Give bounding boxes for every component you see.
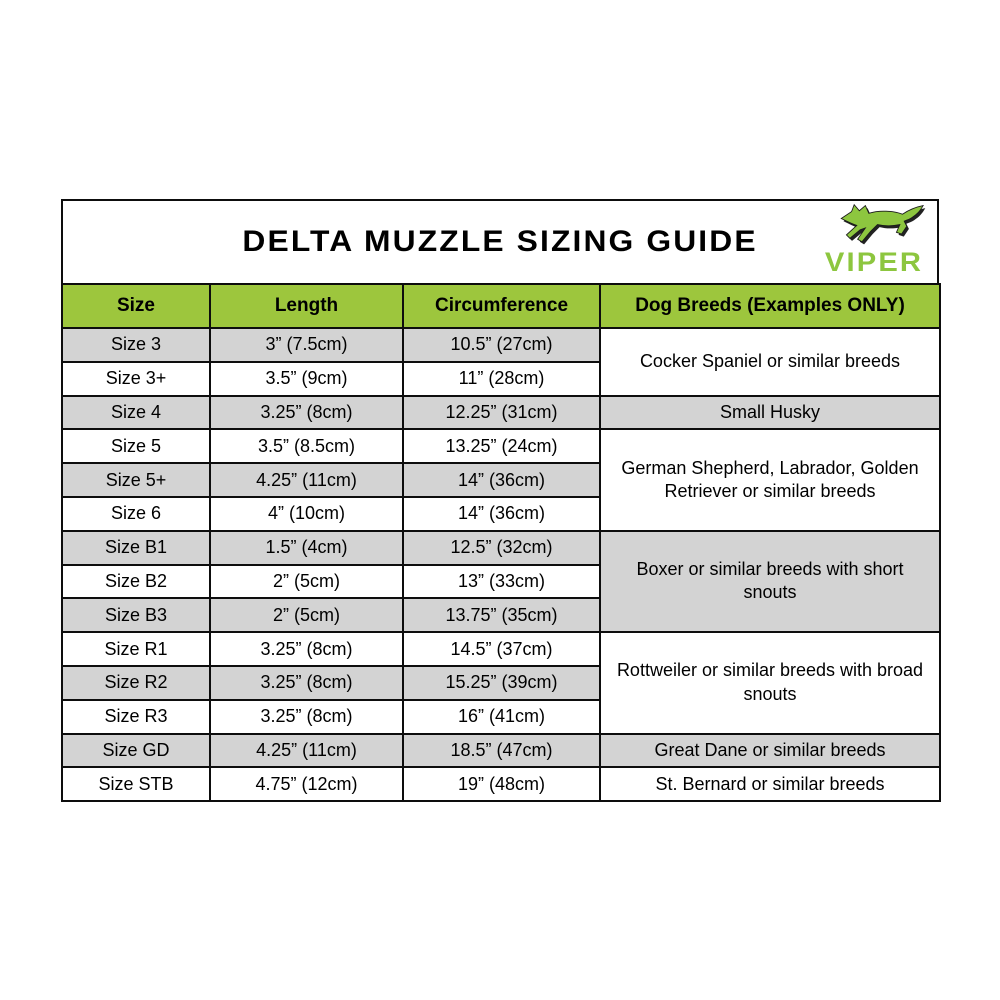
size-cell: Size 4 <box>62 396 210 430</box>
size-cell: Size R3 <box>62 700 210 734</box>
length-cell: 2” (5cm) <box>210 598 403 632</box>
col-header-size: Size <box>62 284 210 328</box>
table-row <box>62 734 940 768</box>
size-cell: Size B2 <box>62 565 210 599</box>
circumference-cell: 19” (48cm) <box>403 767 600 801</box>
length-cell: 3.25” (8cm) <box>210 700 403 734</box>
size-cell: Size 6 <box>62 497 210 531</box>
breed-cell: German Shepherd, Labrador, Golden Retriever or similar breeds <box>600 429 940 530</box>
viper-logo <box>815 203 933 281</box>
length-cell: 3” (7.5cm) <box>210 328 403 362</box>
length-cell: 3.25” (8cm) <box>210 396 403 430</box>
col-header-circumference: Circumference <box>403 284 600 328</box>
size-cell: Size R2 <box>62 666 210 700</box>
length-cell: 4.25” (11cm) <box>210 734 403 768</box>
length-cell: 4.75” (12cm) <box>210 767 403 801</box>
circumference-cell: 14” (36cm) <box>403 497 600 531</box>
circumference-cell: 18.5” (47cm) <box>403 734 600 768</box>
size-cell: Size B3 <box>62 598 210 632</box>
circumference-cell: 14” (36cm) <box>403 463 600 497</box>
length-cell: 3.5” (9cm) <box>210 362 403 396</box>
circumference-cell: 13.75” (35cm) <box>403 598 600 632</box>
circumference-cell: 14.5” (37cm) <box>403 632 600 666</box>
circumference-cell: 10.5” (27cm) <box>403 328 600 362</box>
breed-cell: Cocker Spaniel or similar breeds <box>600 328 940 396</box>
circumference-cell: 12.25” (31cm) <box>403 396 600 430</box>
leaping-dog-icon <box>822 203 926 253</box>
circumference-cell: 13.25” (24cm) <box>403 429 600 463</box>
circumference-cell: 13” (33cm) <box>403 565 600 599</box>
title-box <box>61 199 939 283</box>
table-row <box>62 632 940 666</box>
circumference-cell: 15.25” (39cm) <box>403 666 600 700</box>
size-cell: Size 5 <box>62 429 210 463</box>
header-row <box>62 284 940 328</box>
circumference-cell: 11” (28cm) <box>403 362 600 396</box>
length-cell: 4” (10cm) <box>210 497 403 531</box>
breed-cell: Small Husky <box>600 396 940 430</box>
viper-wordmark: VIPER <box>824 247 924 277</box>
size-cell: Size B1 <box>62 531 210 565</box>
size-cell: Size 3 <box>62 328 210 362</box>
size-cell: Size 3+ <box>62 362 210 396</box>
length-cell: 1.5” (4cm) <box>210 531 403 565</box>
size-cell: Size 5+ <box>62 463 210 497</box>
table-row <box>62 531 940 565</box>
col-header-length: Length <box>210 284 403 328</box>
breed-cell: Rottweiler or similar breeds with broad snouts <box>600 632 940 733</box>
table-row <box>62 328 940 362</box>
breed-cell: Boxer or similar breeds with short snouts <box>600 531 940 632</box>
circumference-cell: 16” (41cm) <box>403 700 600 734</box>
size-cell: Size GD <box>62 734 210 768</box>
length-cell: 3.25” (8cm) <box>210 666 403 700</box>
breed-cell: St. Bernard or similar breeds <box>600 767 940 801</box>
length-cell: 2” (5cm) <box>210 565 403 599</box>
sizing-table <box>61 283 941 802</box>
length-cell: 3.25” (8cm) <box>210 632 403 666</box>
size-cell: Size R1 <box>62 632 210 666</box>
size-cell: Size STB <box>62 767 210 801</box>
length-cell: 3.5” (8.5cm) <box>210 429 403 463</box>
table-row <box>62 396 940 430</box>
circumference-cell: 12.5” (32cm) <box>403 531 600 565</box>
col-header-breeds: Dog Breeds (Examples ONLY) <box>600 284 940 328</box>
table-row <box>62 429 940 463</box>
page-title: DELTA MUZZLE SIZING GUIDE <box>242 225 758 258</box>
length-cell: 4.25” (11cm) <box>210 463 403 497</box>
table-row <box>62 767 940 801</box>
breed-cell: Great Dane or similar breeds <box>600 734 940 768</box>
sizing-guide <box>61 199 939 802</box>
